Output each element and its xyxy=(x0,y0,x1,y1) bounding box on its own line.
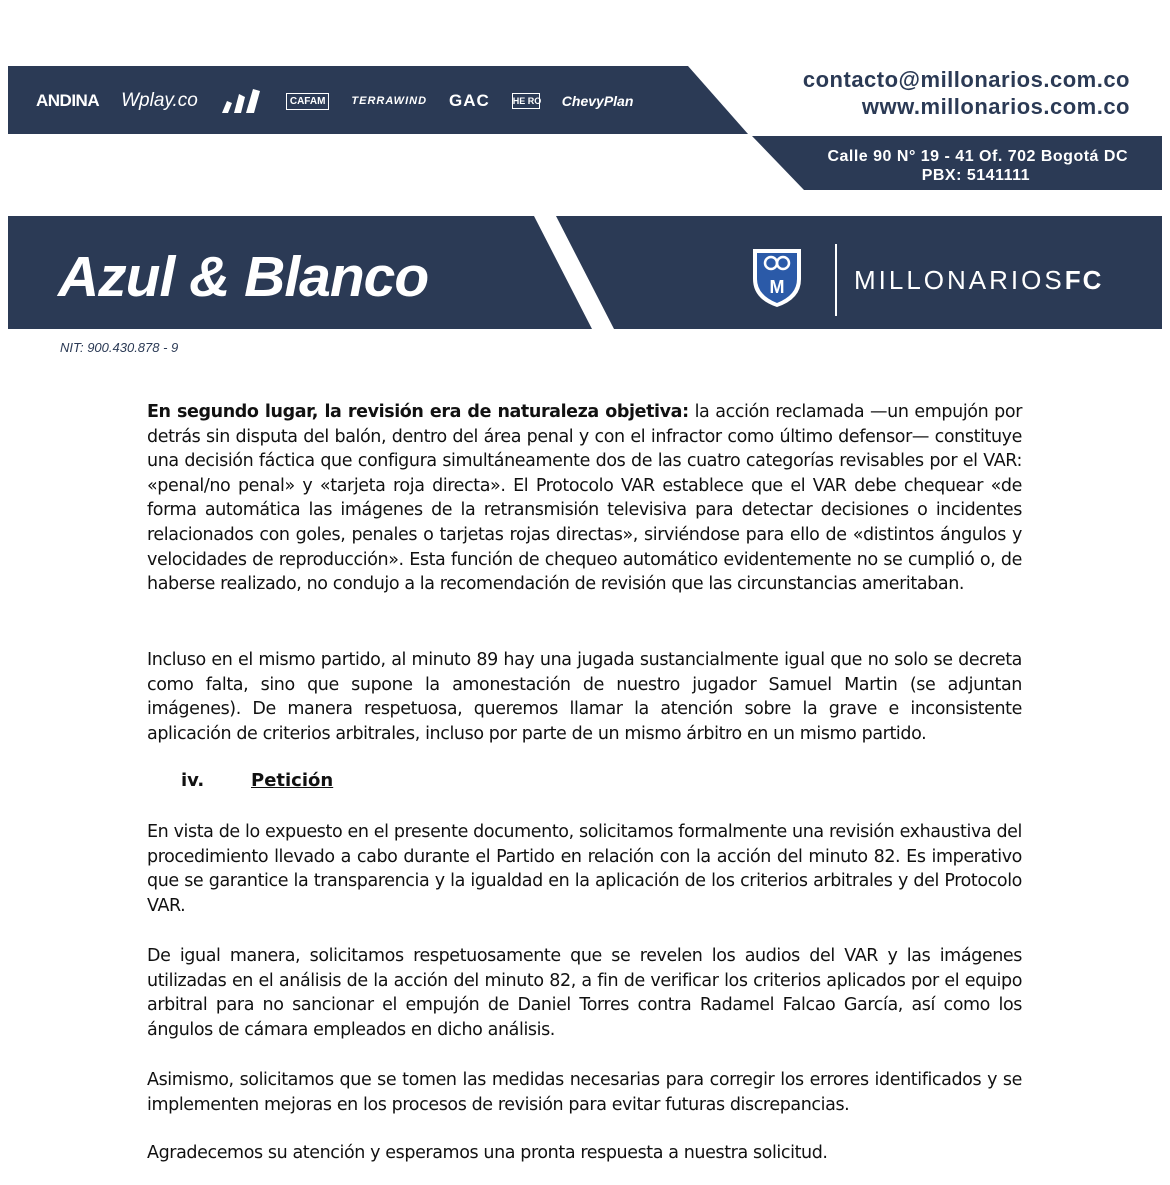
paragraph-closing: Agradecemos su atención y esperamos una pronta respuesta a nuestra solicitud. xyxy=(147,1143,828,1163)
section-title: Petición xyxy=(251,770,334,791)
brand-suffix: FC xyxy=(1064,265,1104,295)
section-number: iv. xyxy=(181,770,205,791)
paragraph-minute-89: Incluso en el mismo partido, al minuto 89 hay una jugada sustancialmente igual que no solo se decreta como falta, sino que supone la amonestación de nuestro jugador Samuel Martin (se adjuntan imágenes). De manera respetuosa, queremos llamar la atención sobre la grave e inconsistente aplicación de criterios arbitrales, incluso por parte de un mismo árbitro en un mismo partido. xyxy=(147,650,1022,744)
paragraph-request-review: En vista de lo expuesto en el presente documento, solicitamos formalmente una revisión exhaustiva del procedimiento llevado a cabo durante el Partido en relación con la acción del minuto 82. Es imperativo que se garantice la transparencia y la igualdad en la aplicación de los criterios arbitrales y del Protocolo VAR. xyxy=(147,822,1022,916)
cafam-logo: CAFAM xyxy=(286,93,330,110)
paragraph-objective-review xyxy=(147,400,1022,597)
gac-logo: GAC xyxy=(449,91,490,110)
paragraph-request-audio: De igual manera, solicitamos respetuosamente que se revelen los audios del VAR y las imágenes utilizadas en el análisis de la acción del minuto 82, a fin de verificar los criterios aplicados por el equipo arbitral para no sancionar el empujón de Daniel Torres contra Radamel Falcao García, así como los ángulos de cámara empleados en dicho análisis. xyxy=(147,946,1022,1040)
nit-number: NIT: 900.430.878 - 9 xyxy=(60,340,179,355)
email-link[interactable]: contacto@millonarios.com.co xyxy=(802,67,1130,92)
chevyplan-logo: ChevyPlan xyxy=(561,93,634,109)
address-text: Calle 90 N° 19 - 41 Of. 702 Bogotá DC xyxy=(827,148,1128,165)
paragraph-text: la acción reclamada —un empujón por detrás sin disputa del balón, dentro del área penal y con el infractor como último defensor— constituye una decisión fáctica que configura simultáneamente dos de las cuatro categorías revisables por el VAR: «penal/no penal» y «tarjeta roja directa». El Protocolo VAR establece que el VAR debe chequear «de forma automática las imágenes de la retransmisión televisiva para detectar decisiones o incidentes relacionados con goles, penales o tarjetas rojas directas», sirviéndose para ello de «distintos ángulos y velocidades de reproducción». Esta función de chequeo automático evidentemente no se cumplió o, de haberse realizado, no condujo a la recomendación de revisión que las circunstancias ameritaban. xyxy=(147,402,1022,595)
andina-logo: ANDINA xyxy=(36,91,100,110)
phone-text: PBX: 5141111 xyxy=(921,167,1030,184)
paragraph-lead: En segundo lugar, la revisión era de naturaleza objetiva: xyxy=(147,402,689,422)
page-title: Azul & Blanco xyxy=(58,245,429,309)
address-block xyxy=(827,147,1128,185)
millonarios-crest-icon xyxy=(749,243,805,309)
brand-name xyxy=(854,264,1103,296)
section-heading xyxy=(181,770,333,791)
crest-divider xyxy=(835,244,837,316)
wplay-logo: Wplay.co xyxy=(121,90,198,111)
hero-logo: HE RO xyxy=(512,93,540,109)
sponsor-logos xyxy=(36,82,655,120)
terrawind-logo: TERRAWIND xyxy=(351,95,428,107)
paragraph-request-measures: Asimismo, solicitamos que se tomen las medidas necesarias para corregir los errores identificados y se implementen mejoras en los procesos de revisión para evitar futuras discrepancias. xyxy=(147,1070,1022,1115)
crest-letter: M xyxy=(769,277,785,297)
website-link[interactable]: www.millonarios.com.co xyxy=(861,94,1130,119)
adidas-icon xyxy=(220,89,264,113)
brand-name-text: MILLONARIOS xyxy=(854,265,1065,295)
contact-block xyxy=(803,66,1130,120)
banner-diagonal-cut xyxy=(534,216,614,329)
